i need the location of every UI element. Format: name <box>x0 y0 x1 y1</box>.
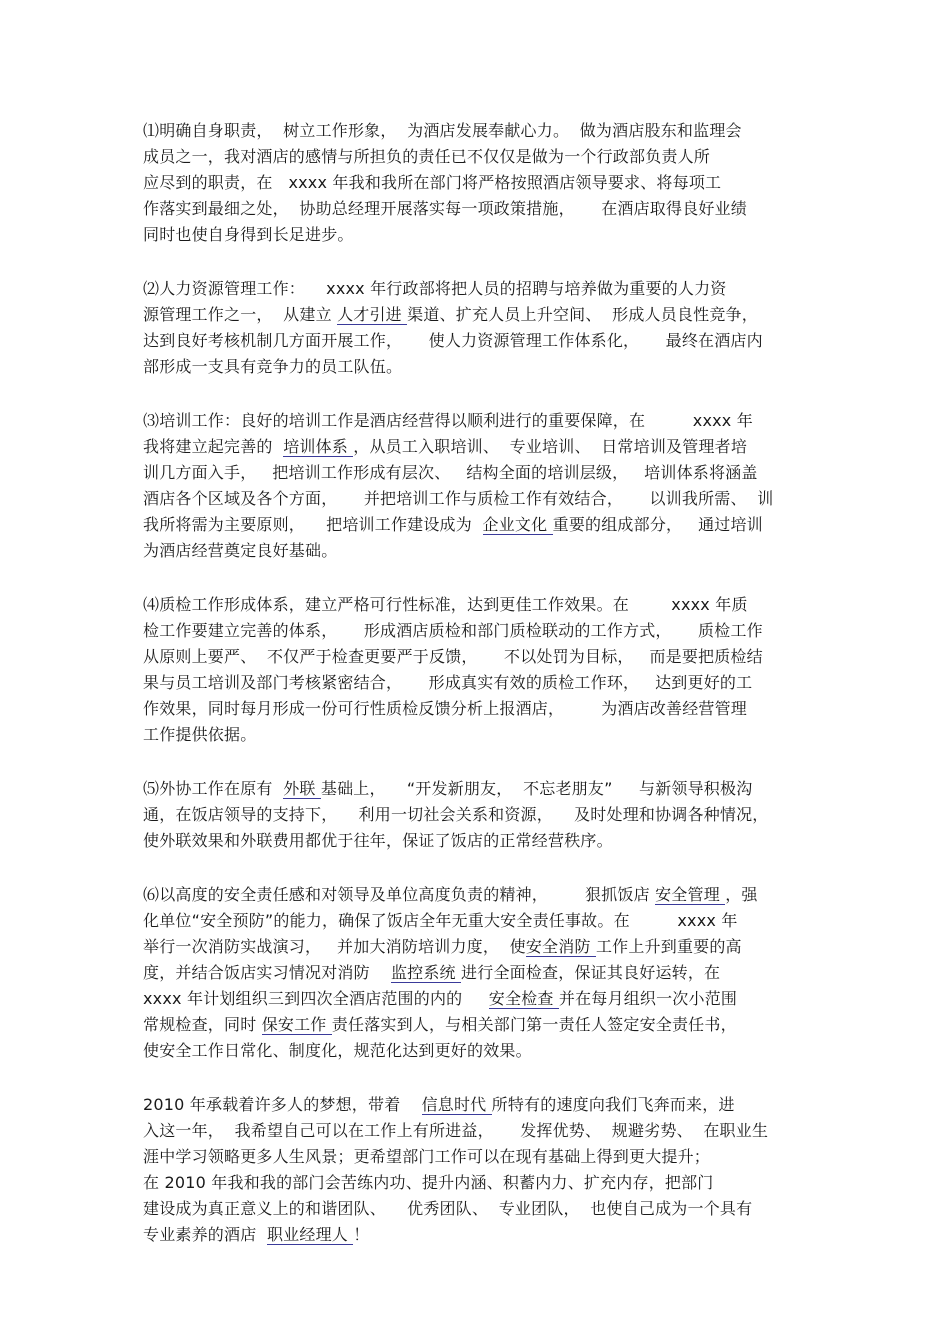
keyword-link[interactable]: 企业文化 <box>482 515 553 534</box>
text-segment: 在 2010 年我和我的部门会苦练内功、提升内涵、积蓄内力、扩充内存，把部门 <box>143 1173 714 1192</box>
keyword-link[interactable]: 外联 <box>283 779 321 798</box>
text-line <box>143 196 803 222</box>
text-segment: ⑹以高度的安全责任感和对领导及单位高度负责的精神， 狠抓饭店 <box>143 885 656 904</box>
text-segment: 我所将需为主要原则， 把培训工作建设成为 <box>143 515 483 534</box>
text-line <box>143 960 803 986</box>
text-segment: 责任落实到人，与相关部门第一责任人签定安全责任书， <box>331 1015 737 1034</box>
text-segment: 果与员工培训及部门考核紧密结合， 形成真实有效的质检工作环， 达到更好的工 <box>143 673 753 692</box>
text-segment: 进行全面检查，保证其良好运转，在 <box>461 963 721 982</box>
text-segment: 从原则上要严、 不仅严于检查更要严于反馈， 不以处罚为目标， 而是要把质检结 <box>143 647 763 666</box>
text-line <box>143 354 803 380</box>
text-segment: 作落实到最细之处， 协助总经理开展落实每一项政策措施， 在酒店取得良好业绩 <box>143 199 748 218</box>
text-line <box>143 1038 803 1064</box>
text-segment: 并在每月组织一次小范围 <box>558 989 738 1008</box>
text-segment: 涯中学习领略更多人生风景；更希望部门工作可以在现有基础上得到更大提升； <box>143 1147 711 1166</box>
text-segment: ⑶培训工作：良好的培训工作是酒店经营得以顺利进行的重要保障，在 xxxx 年 <box>143 411 753 430</box>
text-line <box>143 1092 803 1118</box>
text-segment: 酒店各个区域及各个方面， 并把培训工作与质检工作有效结合， 以训我所需、 训 <box>143 489 774 508</box>
text-segment: 入这一年， 我希望自己可以在工作上有所进益， 发挥优势、 规避劣势、 在职业生 <box>143 1121 769 1140</box>
paragraph <box>143 592 803 748</box>
text-segment: 源管理工作之一， 从建立 <box>143 305 338 324</box>
text-line <box>143 512 803 538</box>
text-line <box>143 882 803 908</box>
text-line <box>143 670 803 696</box>
text-line <box>143 118 803 144</box>
text-segment: 工作提供依据。 <box>143 725 257 744</box>
text-segment: 常规检查，同时 <box>143 1015 262 1034</box>
text-segment: ！ <box>353 1225 370 1244</box>
text-segment: 建设成为真正意义上的和谐团队、 优秀团队、 专业团队， 也使自己成为一个具有 <box>143 1199 753 1218</box>
text-segment: ⑷质检工作形成体系，建立严格可行性标准，达到更佳工作效果。在 xxxx 年质 <box>143 595 748 614</box>
text-line <box>143 618 803 644</box>
text-segment: 工作上升到重要的高 <box>595 937 742 956</box>
text-line <box>143 538 803 564</box>
text-line <box>143 1012 803 1038</box>
keyword-link[interactable]: 培训体系 <box>283 437 354 456</box>
text-line <box>143 1118 803 1144</box>
text-segment: ，强 <box>725 885 758 904</box>
text-segment: 作效果，同时每月形成一份可行性质检反馈分析上报酒店， 为酒店改善经营管理 <box>143 699 748 718</box>
text-line <box>143 408 803 434</box>
text-segment: 渠道、扩充人员上升空间、 形成人员良性竞争， <box>407 305 758 324</box>
keyword-link[interactable]: 保安工作 <box>261 1015 332 1034</box>
text-line <box>143 434 803 460</box>
text-line <box>143 696 803 722</box>
text-segment: 2010 年承载着许多人的梦想，带着 <box>143 1095 422 1114</box>
text-segment: 举行一次消防实战演习， 并加大消防培训力度， 使 <box>143 937 526 956</box>
text-segment: 使安全工作日常化、制度化，规范化达到更好的效果。 <box>143 1041 532 1060</box>
text-line <box>143 592 803 618</box>
keyword-link[interactable]: 职业经理人 <box>266 1225 354 1244</box>
keyword-link[interactable]: 安全消防 <box>525 937 596 956</box>
text-line <box>143 934 803 960</box>
paragraph <box>143 882 803 1064</box>
text-line <box>143 1170 803 1196</box>
text-line <box>143 908 803 934</box>
text-segment: 通，在饭店领导的支持下， 利用一切社会关系和资源， 及时处理和协调各种情况， <box>143 805 769 824</box>
text-line <box>143 776 803 802</box>
text-segment: 检工作要建立完善的体系， 形成酒店质检和部门质检联动的工作方式， 质检工作 <box>143 621 763 640</box>
text-line <box>143 986 803 1012</box>
text-line <box>143 460 803 486</box>
text-line <box>143 276 803 302</box>
text-line <box>143 1222 803 1248</box>
keyword-link[interactable]: 安全检查 <box>488 989 559 1008</box>
text-line <box>143 722 803 748</box>
text-line <box>143 302 803 328</box>
text-segment: 我将建立起完善的 <box>143 437 284 456</box>
text-line <box>143 328 803 354</box>
text-line <box>143 144 803 170</box>
text-segment: 化单位“安全预防”的能力，确保了饭店全年无重大安全责任事故。在 xxxx 年 <box>143 911 738 930</box>
text-line <box>143 1196 803 1222</box>
text-segment: 所特有的速度向我们飞奔而来，进 <box>491 1095 735 1114</box>
keyword-link[interactable]: 安全管理 <box>655 885 726 904</box>
text-segment: 度，并结合饭店实习情况对消防 <box>143 963 391 982</box>
text-line <box>143 802 803 828</box>
text-segment: 重要的组成部分， 通过培训 <box>552 515 763 534</box>
text-segment: ⑸外协工作在原有 <box>143 779 284 798</box>
text-line <box>143 1144 803 1170</box>
text-segment: xxxx 年计划组织三到四次全酒店范围的内的 <box>143 989 489 1008</box>
text-line <box>143 222 803 248</box>
text-segment: 达到良好考核机制几方面开展工作， 使人力资源管理工作体系化， 最终在酒店内 <box>143 331 763 350</box>
document-body <box>143 118 803 1276</box>
text-segment: 成员之一，我对酒店的感情与所担负的责任已不仅仅是做为一个行政部负责人所 <box>143 147 711 166</box>
keyword-link[interactable]: 信息时代 <box>421 1095 492 1114</box>
text-line <box>143 828 803 854</box>
text-segment: 应尽到的职责，在 xxxx 年我和我所在部门将严格按照酒店领导要求、将每项工 <box>143 173 722 192</box>
text-line <box>143 644 803 670</box>
text-segment: 部形成一支具有竞争力的员工队伍。 <box>143 357 403 376</box>
text-segment: 同时也使自身得到长足进步。 <box>143 225 354 244</box>
paragraph <box>143 408 803 564</box>
paragraph <box>143 776 803 854</box>
text-segment: 使外联效果和外联费用都优于往年，保证了饭店的正常经营秩序。 <box>143 831 613 850</box>
text-segment: ⑵人力资源管理工作： xxxx 年行政部将把人员的招聘与培养做为重要的人力资 <box>143 279 727 298</box>
text-segment: ，从员工入职培训、 专业培训、 日常培训及管理者培 <box>353 437 748 456</box>
paragraph <box>143 118 803 248</box>
text-line <box>143 486 803 512</box>
keyword-link[interactable]: 监控系统 <box>390 963 462 982</box>
text-segment: 专业素养的酒店 <box>143 1225 267 1244</box>
text-segment: 基础上， “开发新朋友， 不忘老朋友” 与新领导积极沟 <box>320 779 753 798</box>
text-line <box>143 170 803 196</box>
text-segment: 训几方面入手， 把培训工作形成有层次、 结构全面的培训层级， 培训体系将涵盖 <box>143 463 758 482</box>
keyword-link[interactable]: 人才引进 <box>337 305 408 324</box>
text-segment: 为酒店经营奠定良好基础。 <box>143 541 338 560</box>
paragraph <box>143 1092 803 1248</box>
paragraph <box>143 276 803 380</box>
text-segment: ⑴明确自身职责， 树立工作形象， 为酒店发展奉献心力。 做为酒店股东和监理会 <box>143 121 742 140</box>
